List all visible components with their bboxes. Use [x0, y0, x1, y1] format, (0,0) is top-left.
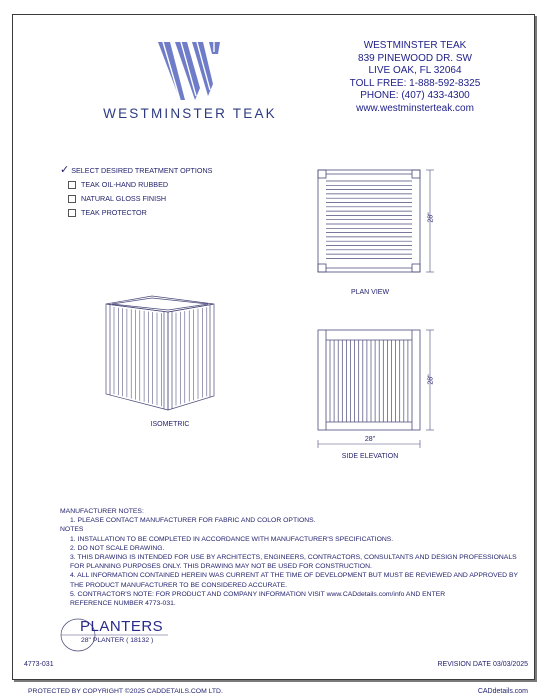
side-vertical-dimension: 28" [427, 374, 435, 385]
contact-line: 839 PINEWOOD DR. SW [358, 52, 472, 64]
brand-wordmark: WESTMINSTER TEAK [103, 106, 277, 121]
note-line: 5. CONTRACTOR'S NOTE: FOR PRODUCT AND COMPANY INFORMATION VISIT www.CADdetails.com/info AND ENTER [70, 590, 446, 598]
side-elevation-label: SIDE ELEVATION [341, 453, 399, 460]
treatment-option[interactable] [68, 194, 212, 203]
note-line: 4. ALL INFORMATION CONTAINED HEREIN WAS CURRENT AT THE TIME OF DEVELOPMENT BUT MUST BE REVIEWED AND APPROVED BY [70, 572, 519, 580]
checkbox[interactable] [68, 209, 76, 217]
isometric-label: ISOMETRIC [150, 421, 190, 428]
treatment-option-label: TEAK OIL-HAND RUBBED [81, 180, 169, 189]
note-line: 3. THIS DRAWING IS INTENDED FOR USE BY ARCHITECTS, ENGINEERS, CONTRACTORS, CONSULTANTS AND DESIGN PROFESSIONALS [70, 554, 517, 562]
plan-dimension: 28" [427, 212, 435, 223]
note-line: 2. DO NOT SCALE DRAWING. [70, 544, 165, 552]
isometric-drawing [96, 292, 226, 414]
contact-website[interactable]: www.westminsterteak.com [356, 102, 474, 114]
contact-line: LIVE OAK, FL 32064 [368, 65, 462, 77]
copyright-notice: PROTECTED BY COPYRIGHT ©2025 CADDETAILS.COM LTD. [28, 688, 223, 695]
treatment-heading: SELECT DESIRED TREATMENT OPTIONS [71, 166, 213, 175]
note-line: 1. INSTALLATION TO BE COMPLETED IN ACCORDANCE WITH MANUFACTURER'S SPECIFICATIONS. [70, 535, 394, 543]
treatment-option-label: TEAK PROTECTOR [81, 208, 147, 217]
revision-date: REVISION DATE 03/03/2025 [437, 661, 528, 668]
side-elevation-drawing [310, 326, 445, 454]
contact-line: PHONE: (407) 433-4300 [360, 90, 470, 102]
note-line: THE PRODUCT MANUFACTURER TO BE CONSIDERED ACCURATE. [70, 581, 288, 589]
plan-view-drawing [310, 162, 445, 280]
caddetails-link[interactable]: CADdetails.com [477, 688, 528, 695]
drawing-reference: 4773-031 [24, 661, 54, 668]
manufacturer-notes-title: MANUFACTURER NOTES: [60, 508, 144, 515]
notes-block [60, 507, 518, 608]
sheet-title: PLANTERS [80, 618, 164, 635]
manufacturer-note: 1. PLEASE CONTACT MANUFACTURER FOR FABRIC AND COLOR OPTIONS. [70, 517, 316, 525]
checkbox[interactable] [68, 195, 76, 203]
treatment-option-label: NATURAL GLOSS FINISH [81, 194, 167, 203]
note-line: FOR PLANNING PURPOSES ONLY. THIS DRAWING MAY NOT BE USED FOR CONSTRUCTION. [70, 563, 372, 571]
contact-block [330, 40, 500, 116]
note-line: REFERENCE NUMBER 4773-031. [70, 600, 176, 608]
side-horizontal-dimension: 28" [364, 436, 376, 443]
treatment-option[interactable] [68, 180, 212, 189]
contact-line: WESTMINSTER TEAK [363, 40, 467, 51]
plan-view-label: PLAN VIEW [350, 289, 390, 296]
sheet-subtitle: 28" PLANTER ( 18132 ) [81, 637, 154, 644]
checkmark-icon: ✓ [60, 164, 70, 176]
contact-line: TOLL FREE: 1-888-592-8325 [349, 77, 481, 89]
treatment-option[interactable] [68, 208, 212, 217]
notes-title: NOTES [60, 526, 84, 534]
treatment-options [60, 166, 212, 217]
checkbox[interactable] [68, 181, 76, 189]
